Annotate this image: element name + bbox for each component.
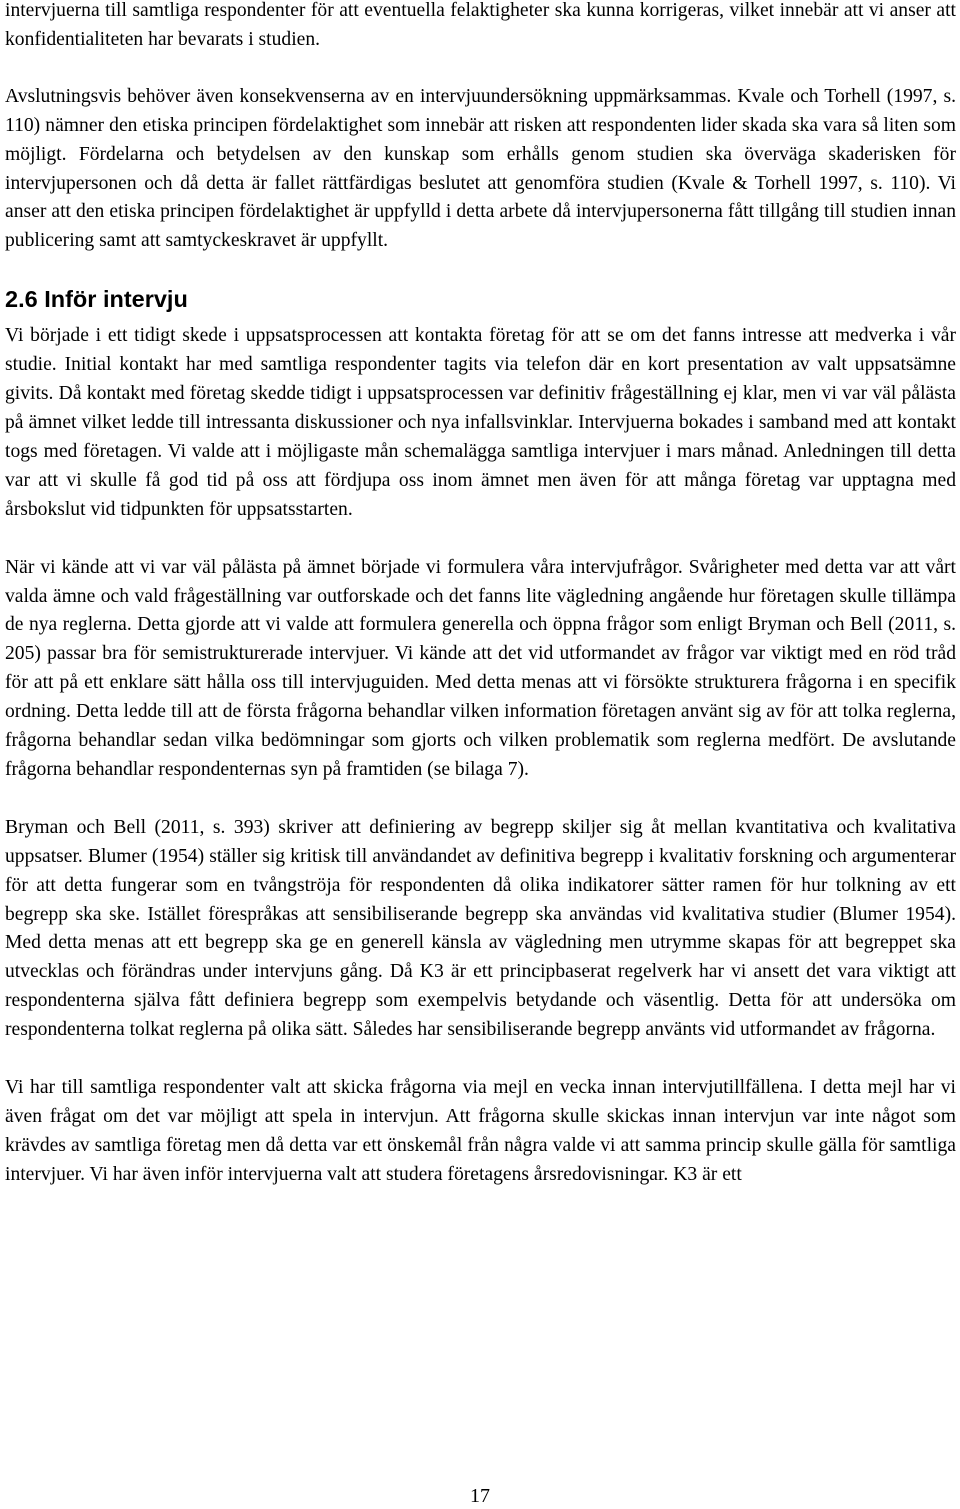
body-paragraph-questions: När vi kände att vi var väl pålästa på ämnet började vi formulera våra intervjufrågor. Svårigheter med detta var att vårt valda ämne och vald frågeställning var outforskade och det fanns lite vägledning angående hur företagen skulle tillämpa de nya reglerna. Detta gjorde att vi valde att formulera generella och öppna frågor som enligt Bryman och Bell (2011, s. 205) passar bra för semistrukturerade intervjuer. Vi kände att det vid utformandet av frågor var viktigt med en röd tråd för att på ett enklare sätt hålla oss till intervjuguiden. Med detta menas att vi försökte strukturera frågorna i en specifik ordning. Detta ledde till att de första frågorna behandlar vilken information företagen använt sig av för att tolka reglerna, frågorna behandlar sedan vilka bedömningar som gjorts och vilken problematik som reglerna medfört. De avslutande frågorna behandlar respondenternas syn på framtiden (se bilaga 7).: [5, 556, 956, 780]
document-page: [5, 0, 956, 1190]
page-number: 17: [470, 1485, 490, 1507]
body-paragraph-concepts: Bryman och Bell (2011, s. 393) skriver att definiering av begrepp skiljer sig åt mellan kvantitativa och kvalitativa uppsatser. Blumer (1954) ställer sig kritisk till användandet av definitiva begrepp i kvalitativ forskning och argumenterar för att detta fungerar som en tvångströja för respondenten då olika indikatorer sätter ramen för hur tolkning av ett begrepp ska ske. Istället förespråkas att sensibiliserande begrepp ska användas vid kvalitativa studier (Blumer 1954). Med detta menas att ett begrepp ska ge en generell känsla av vägledning men utrymme skapas för att begreppet ska utvecklas och förändras under intervjuns gång. Då K3 är ett principbaserat regelverk har vi ansett det vara viktigt att respondenterna själva fått definiera begrepp som exempelvis betydande och väsentlig. Detta för att undersöka om respondenterna tolkat reglerna på olika sätt. Således har sensibiliserande begrepp använts vid utformandet av frågorna.: [5, 816, 956, 1041]
section-title: Inför intervju: [44, 286, 188, 313]
paragraph-spacer: [5, 55, 956, 83]
paragraph-spacer: [5, 525, 956, 554]
section-number: 2.6: [5, 286, 38, 313]
ethics-paragraph: Avslutningsvis behöver även konsekvenserna av en intervjuundersökning uppmärksammas. Kvale och Torhell (1997, s. 110) nämner den etiska principen fördelaktighet som innebär att risken att respondenten lider skada ska vara så liten som möjligt. Fördelarna och betydelsen av den kunskap som erhålls genom studien ska överväga skaderisken för intervjupersonen och då detta är fallet rättfärdigas beslutet att genomföra studien (Kvale & Torhell 1997, s. 110). Vi anser att den etiska principen fördelaktighet är uppfylld i detta arbete då intervjupersonerna fått tillgång till studien innan publicering samt att samtyckeskravet är uppfyllt.: [5, 85, 956, 252]
paragraph-spacer: [5, 785, 956, 814]
body-paragraph-contact: Vi började i ett tidigt skede i uppsatsprocessen att kontakta företag för att se om det fanns intresse att medverka i vår studie. Initial kontakt har med samtliga respondenter tagits via telefon där en kort presentation av valt uppsatsämne givits. Då kontakt med företag skedde tidigt i uppsatsprocessen var definitiv frågeställning ej klar, men vi var väl pålästa på ämnet vilket ledde till intressanta diskussioner och nya infallsvinklar. Intervjuerna bokades i samband med att kontakt togs med företagen. Vi valde att i möjligaste mån schemalägga samtliga intervjuer i mars månad. Anledningen till detta var att vi skulle få god tid på oss att fördjupa oss inom ämnet men även för att många företag var upptagna med årsbokslut vid tidpunkten för uppsatsstarten.: [5, 325, 956, 520]
intro-paragraph: intervjuerna till samtliga respondenter för att eventuella felaktigheter ska kunna korrigeras, vilket innebär att vi anser att konfidentialiteten har bevarats i studien.: [5, 0, 956, 50]
body-paragraph-email: Vi har till samtliga respondenter valt att skicka frågorna via mejl en vecka innan intervjutillfällena. I detta mejl har vi även frågat om det var möjligt att spela in intervjun. Att frågorna skulle skickas innan intervjun var inte något som krävdes av samtliga företag men då detta var ett önskemål från några valde vi att samma princip skulle gälla för samtliga intervjuer. Vi har även inför intervjuerna valt att studera företagens årsredovisningar. K3 är ett: [5, 1077, 956, 1185]
paragraph-spacer: [5, 1045, 956, 1074]
section-heading: [5, 284, 956, 314]
